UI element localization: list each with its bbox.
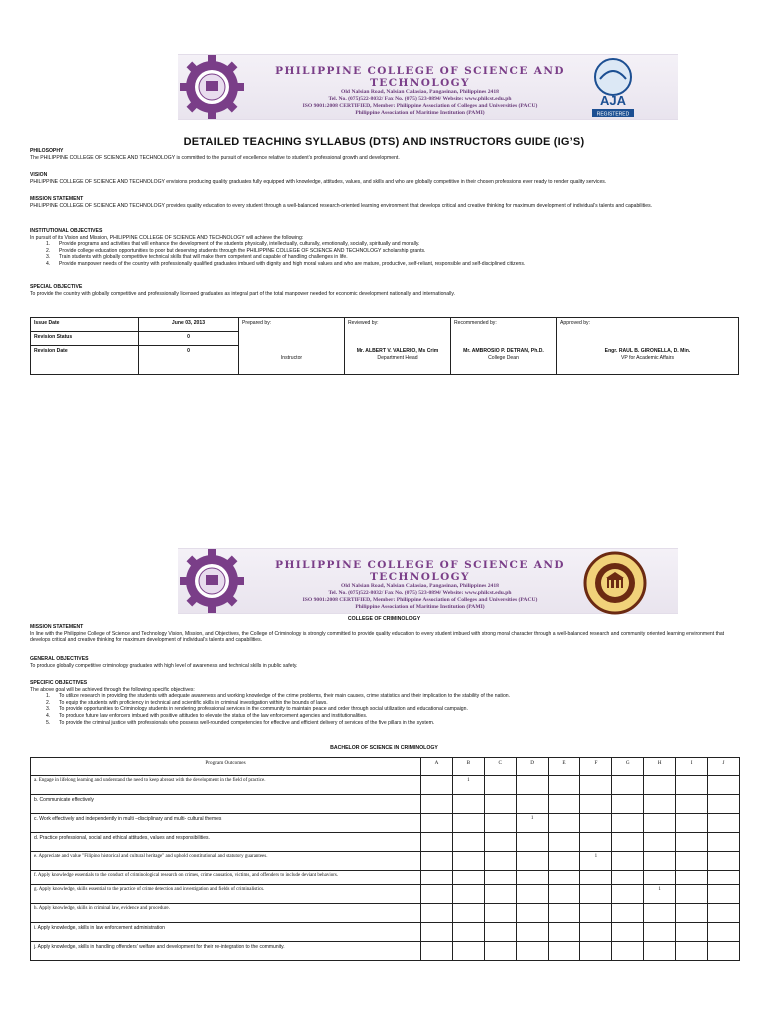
outcome-mark-cell bbox=[452, 923, 484, 942]
outcome-mark-cell bbox=[548, 776, 580, 795]
outcome-mark-cell bbox=[644, 852, 676, 871]
institutional-objectives-list bbox=[30, 241, 742, 267]
specific-objectives-heading: SPECIFIC OBJECTIVES bbox=[30, 680, 88, 686]
specific-objectives-section bbox=[30, 680, 742, 726]
list-number: 5. bbox=[46, 719, 51, 726]
list-text: To equip the students with proficiency in technical and scientific skills in criminal investigation within the bounds of laws. bbox=[59, 699, 328, 706]
outcome-mark-cell bbox=[484, 942, 516, 961]
college-address: Old Nalsian Road, Nalsian Calasiao, Pangasinan, Philippines 2418 bbox=[341, 89, 499, 95]
list-number: 2. bbox=[46, 699, 51, 706]
column-header: C bbox=[484, 758, 516, 776]
approval-table bbox=[30, 317, 739, 375]
list-number: 1. bbox=[46, 693, 51, 700]
college-header-2 bbox=[178, 548, 678, 614]
outcome-mark-cell bbox=[516, 904, 548, 923]
recommended-by-role: College Dean bbox=[488, 355, 519, 361]
outcome-mark-cell bbox=[708, 871, 740, 885]
list-number: 1. bbox=[46, 241, 51, 248]
list-text: Provide college education opportunities to poor but deserving students through the PHILIPPINE COLLEGE OF SCIENCE AND TECHNOLOGY scholarship grants. bbox=[59, 247, 426, 254]
philosophy-section bbox=[30, 148, 742, 161]
outcome-mark-cell bbox=[516, 795, 548, 814]
special-objective-heading: SPECIAL OBJECTIVE bbox=[30, 284, 83, 290]
reviewed-by-label: Reviewed by: bbox=[348, 320, 379, 326]
list-item bbox=[46, 248, 742, 255]
outcome-text: d. Practice professional, social and ethical attitudes, values and responsibilities. bbox=[31, 833, 421, 852]
outcome-mark-cell bbox=[548, 833, 580, 852]
column-header: J bbox=[708, 758, 740, 776]
special-objective-text: To provide the country with globally competitive and professionally licensed graduates as integral part of the total manpower needed for economic development nationally and internationally. bbox=[30, 290, 455, 297]
outcome-text: b. Communicate effectively bbox=[31, 795, 421, 814]
outcome-mark-cell bbox=[484, 776, 516, 795]
criminology-mission-section bbox=[30, 624, 742, 644]
outcome-mark-cell bbox=[484, 885, 516, 904]
table-row bbox=[31, 814, 740, 833]
mission-text: PHILIPPINE COLLEGE OF SCIENCE AND TECHNOLOGY provides quality education to every student through a well-balanced research-oriented learning environment that develops critical and creative thinking for maximum development of individual’s talents and capabilities. bbox=[30, 202, 653, 209]
college-header-1 bbox=[178, 54, 678, 120]
outcome-mark-cell bbox=[580, 942, 612, 961]
outcome-mark-cell bbox=[516, 942, 548, 961]
issue-date-value: June 03, 2013 bbox=[139, 318, 239, 332]
outcome-mark-cell bbox=[452, 942, 484, 961]
outcome-mark-cell bbox=[421, 776, 453, 795]
reviewed-by-role: Department Head bbox=[377, 355, 418, 361]
outcome-mark-cell bbox=[676, 942, 708, 961]
reviewed-by-cell bbox=[345, 318, 451, 375]
outcome-mark-cell bbox=[421, 852, 453, 871]
outcome-mark-cell bbox=[644, 871, 676, 885]
outcome-mark-cell bbox=[452, 871, 484, 885]
column-header: H bbox=[644, 758, 676, 776]
outcomes-header: Program Outcomes bbox=[31, 758, 421, 776]
outcome-mark-cell bbox=[676, 885, 708, 904]
list-number: 3. bbox=[46, 706, 51, 713]
recommended-by-label: Recommended by: bbox=[454, 320, 497, 326]
criminology-seal-logo bbox=[582, 551, 648, 615]
outcome-mark-cell bbox=[676, 833, 708, 852]
vision-text: PHILIPPINE COLLEGE OF SCIENCE AND TECHNOLOGY envisions producing quality graduates fully equipped with knowledge, attitudes, values, and skills and who are globally competitive in their chosen professions ever ready to render quality services. bbox=[30, 178, 607, 185]
outcome-mark-cell bbox=[708, 904, 740, 923]
outcome-mark-cell bbox=[484, 871, 516, 885]
mission-heading: MISSION STATEMENT bbox=[30, 196, 84, 202]
outcome-mark-cell: 1 bbox=[644, 885, 676, 904]
outcome-mark-cell bbox=[548, 885, 580, 904]
outcome-text: h. Apply knowledge, skills in criminal law, evidence and procedure. bbox=[31, 904, 421, 923]
outcome-mark-cell bbox=[516, 885, 548, 904]
list-text: To provide the criminal justice with professionals who possess well-rounded competencies for effective and efficient delivery of services of the five pillars in the system. bbox=[59, 719, 435, 726]
list-text: Provide manpower needs of the country with professionally qualified graduates imbued with dignity and high moral values and who are mature, productive, self-reliant, responsible and self-disciplined citizens. bbox=[59, 260, 526, 267]
approved-by-label: Approved by: bbox=[560, 320, 591, 326]
list-item bbox=[46, 261, 742, 268]
outcome-mark-cell bbox=[484, 923, 516, 942]
table-row bbox=[31, 923, 740, 942]
outcome-mark-cell bbox=[644, 942, 676, 961]
prepared-by-role: Instructor bbox=[280, 355, 303, 361]
outcome-mark-cell bbox=[708, 885, 740, 904]
list-text: To produce future law enforcers imbued with positive attitudes to elevate the status of the law enforcement agencies and institutionalities. bbox=[59, 712, 368, 719]
general-objectives-heading: GENERAL OBJECTIVES bbox=[30, 656, 89, 662]
outcome-mark-cell bbox=[612, 871, 644, 885]
outcome-mark-cell bbox=[644, 833, 676, 852]
outcome-mark-cell bbox=[580, 923, 612, 942]
column-header: E bbox=[548, 758, 580, 776]
college-name: PHILIPPINE COLLEGE OF SCIENCE AND TECHNOLOGY bbox=[275, 559, 565, 583]
list-item bbox=[46, 706, 742, 713]
table-row bbox=[31, 852, 740, 871]
list-text: To provide opportunities to Criminology students in rendering professional services in the community to maintain peace and order through social utilization and educational campaign. bbox=[59, 706, 468, 713]
outcome-mark-cell bbox=[580, 904, 612, 923]
table-row bbox=[31, 904, 740, 923]
college-header-text bbox=[250, 65, 590, 117]
outcome-mark-cell bbox=[484, 833, 516, 852]
outcome-mark-cell bbox=[580, 814, 612, 833]
mission-section bbox=[30, 196, 742, 209]
approved-by-role: VP for Academic Affairs bbox=[620, 355, 675, 361]
outcome-mark-cell bbox=[676, 776, 708, 795]
outcome-mark-cell bbox=[548, 871, 580, 885]
outcome-mark-cell bbox=[548, 795, 580, 814]
outcome-mark-cell bbox=[644, 904, 676, 923]
college-membership: Philippine Association of Maritime Institution (PAMI) bbox=[355, 604, 485, 610]
outcome-mark-cell bbox=[548, 814, 580, 833]
criminology-mission-text: In line with the Philippine College of Science and Technology Vision, Mission, and Objectives, the College of Criminology is strongly committed to provide quality education to every student imbued with strong moral character through a well-balanced research and community oriented learning environment that develops critical and creative thinking for maximum development of individual’s talents and capabilities. bbox=[30, 630, 725, 644]
outcome-mark-cell bbox=[644, 814, 676, 833]
outcome-text: f. Apply knowledge essentials to the conduct of criminological research on crimes, crime causation, victims, and offenders to include deviant behaviors. bbox=[31, 871, 421, 885]
outcome-text: j. Apply knowledge, skills in handling offenders' welfare and development for their re-integration to the community. bbox=[31, 942, 421, 961]
outcome-mark-cell bbox=[548, 942, 580, 961]
outcome-mark-cell bbox=[612, 942, 644, 961]
program-outcomes-table bbox=[30, 757, 740, 961]
reviewed-by-name: Mr. ALBERT V. VALERIO, Ms Crim bbox=[356, 348, 439, 354]
outcome-mark-cell bbox=[516, 923, 548, 942]
list-item bbox=[46, 241, 742, 248]
prepared-by-label: Prepared by: bbox=[242, 320, 272, 326]
outcome-mark-cell bbox=[548, 904, 580, 923]
revision-date-label: Revision Date bbox=[31, 346, 139, 375]
revision-date-value: 0 bbox=[139, 346, 239, 375]
list-item bbox=[46, 254, 742, 261]
list-number: 4. bbox=[46, 260, 51, 267]
list-number: 2. bbox=[46, 247, 51, 254]
outcome-mark-cell bbox=[421, 885, 453, 904]
institutional-objectives-heading: INSTITUTIONAL OBJECTIVES bbox=[30, 228, 103, 234]
outcome-mark-cell bbox=[548, 852, 580, 871]
college-membership: Philippine Association of Maritime Institution (PAMI) bbox=[355, 110, 485, 116]
outcome-mark-cell bbox=[676, 923, 708, 942]
outcome-mark-cell bbox=[548, 923, 580, 942]
specific-objectives-intro: The above goal will be achieved through the following specific objectives: bbox=[30, 686, 195, 693]
specific-objectives-list bbox=[30, 693, 742, 726]
philosophy-heading: PHILOSOPHY bbox=[30, 148, 64, 154]
revision-status-value: 0 bbox=[139, 332, 239, 346]
table-row bbox=[31, 795, 740, 814]
outcome-text: a. Engage in lifelong learning and understand the need to keep abreast with the development in the field of practice. bbox=[31, 776, 421, 795]
outcome-mark-cell bbox=[612, 833, 644, 852]
outcome-mark-cell bbox=[708, 923, 740, 942]
table-row bbox=[31, 776, 740, 795]
outcome-mark-cell bbox=[421, 923, 453, 942]
outcome-mark-cell bbox=[580, 871, 612, 885]
table-row bbox=[31, 871, 740, 885]
outcome-mark-cell bbox=[484, 852, 516, 871]
outcome-mark-cell bbox=[676, 871, 708, 885]
column-header: F bbox=[580, 758, 612, 776]
outcome-mark-cell bbox=[421, 871, 453, 885]
outcome-mark-cell bbox=[644, 795, 676, 814]
outcome-mark-cell bbox=[676, 852, 708, 871]
outcome-mark-cell bbox=[484, 814, 516, 833]
program-title: BACHELOR OF SCIENCE IN CRIMINOLOGY bbox=[330, 745, 438, 751]
outcome-mark-cell bbox=[421, 814, 453, 833]
outcome-mark-cell bbox=[516, 852, 548, 871]
column-header: A bbox=[421, 758, 453, 776]
table-row bbox=[31, 885, 740, 904]
outcome-mark-cell bbox=[612, 852, 644, 871]
college-header-text bbox=[250, 559, 590, 611]
outcome-mark-cell bbox=[676, 904, 708, 923]
institutional-objectives-section bbox=[30, 228, 742, 268]
general-objectives-section bbox=[30, 656, 742, 669]
column-header: G bbox=[612, 758, 644, 776]
outcome-mark-cell bbox=[708, 942, 740, 961]
outcome-mark-cell bbox=[612, 904, 644, 923]
outcome-mark-cell bbox=[421, 904, 453, 923]
outcome-mark-cell bbox=[612, 885, 644, 904]
outcome-mark-cell bbox=[516, 871, 548, 885]
outcome-mark-cell bbox=[580, 833, 612, 852]
aja-logo-text: AJA bbox=[599, 93, 627, 108]
outcome-mark-cell bbox=[580, 885, 612, 904]
revision-status-label: Revision Status bbox=[31, 332, 139, 346]
vision-section bbox=[30, 172, 742, 185]
outcome-mark-cell bbox=[676, 814, 708, 833]
list-number: 3. bbox=[46, 254, 51, 261]
outcome-mark-cell bbox=[484, 795, 516, 814]
outcome-mark-cell bbox=[708, 852, 740, 871]
outcome-mark-cell bbox=[421, 833, 453, 852]
outcome-mark-cell bbox=[452, 885, 484, 904]
list-item bbox=[46, 693, 742, 700]
college-gear-logo bbox=[176, 51, 248, 123]
document-title: DETAILED TEACHING SYLLABUS (DTS) AND INSTRUCTORS GUIDE (IG’S) bbox=[183, 136, 585, 148]
column-header: D bbox=[516, 758, 548, 776]
outcomes-body bbox=[31, 776, 740, 961]
outcome-mark-cell bbox=[421, 942, 453, 961]
approved-by-name: Engr. RAUL B. GIRONELLA, D. Min. bbox=[604, 348, 691, 354]
outcome-text: c. Work effectively and independently in multi –disciplinary and multi- cultural themes bbox=[31, 814, 421, 833]
outcome-mark-cell bbox=[644, 776, 676, 795]
college-certification: ISO 9001:2008 CERTIFIED, Member: Philippine Association of Colleges and Universities (PACU) bbox=[302, 103, 538, 109]
outcome-mark-cell bbox=[452, 833, 484, 852]
outcome-mark-cell bbox=[612, 795, 644, 814]
outcome-mark-cell bbox=[612, 923, 644, 942]
special-objective-section bbox=[30, 284, 742, 297]
outcome-mark-cell bbox=[708, 833, 740, 852]
list-item bbox=[46, 713, 742, 720]
college-name: PHILIPPINE COLLEGE OF SCIENCE AND TECHNOLOGY bbox=[275, 65, 565, 89]
outcome-mark-cell bbox=[580, 776, 612, 795]
outcome-mark-cell bbox=[612, 776, 644, 795]
column-header: B bbox=[452, 758, 484, 776]
recommended-by-cell bbox=[451, 318, 557, 375]
outcome-text: g. Apply knowledge, skills essential to the practice of crime detection and investigation and fields of criminalistics. bbox=[31, 885, 421, 904]
outcome-mark-cell: 1 bbox=[516, 814, 548, 833]
outcome-mark-cell bbox=[484, 904, 516, 923]
philosophy-text: The PHILIPPINE COLLEGE OF SCIENCE AND TECHNOLOGY is committed to the pursuit of excellence relative to student’s professional growth and development. bbox=[30, 154, 400, 161]
outcome-mark-cell bbox=[676, 795, 708, 814]
list-item bbox=[46, 720, 742, 727]
outcome-mark-cell bbox=[452, 795, 484, 814]
college-gear-logo bbox=[176, 545, 248, 617]
criminology-mission-heading: MISSION STATEMENT bbox=[30, 624, 84, 630]
outcome-text: i. Apply knowledge, skills in law enforcement administration bbox=[31, 923, 421, 942]
vision-heading: VISION bbox=[30, 172, 48, 178]
outcome-mark-cell: 1 bbox=[452, 776, 484, 795]
list-text: Train students with globally competitive technical skills that will make them competent and capable of handling challenges in life. bbox=[59, 254, 348, 261]
list-number: 4. bbox=[46, 712, 51, 719]
college-certification: ISO 9001:2008 CERTIFIED, Member: Philippine Association of Colleges and Universities (PACU) bbox=[302, 597, 538, 603]
outcome-text: e. Appreciate and value "Filipino historical and cultural heritage" and uphold constitutional and statutory guarantees. bbox=[31, 852, 421, 871]
college-contact: Tel. No. (075)522-8032/ Fax No. (075) 523-0894/ Website: www.philcst.edu.ph bbox=[328, 96, 512, 102]
recommended-by-name: Mr. AMBROSIO P. DETRAN, Ph.D. bbox=[463, 348, 544, 354]
outcome-mark-cell bbox=[516, 776, 548, 795]
table-row bbox=[31, 942, 740, 961]
general-objectives-text: To produce globally competitive criminology graduates with high level of awareness and technical skills in public safety. bbox=[30, 662, 298, 669]
column-header: I bbox=[676, 758, 708, 776]
list-text: Provide programs and activities that will enhance the development of the students physically, intellectually, culturally, emotionally, socially, spiritually and morally. bbox=[59, 241, 420, 248]
outcome-mark-cell bbox=[580, 795, 612, 814]
outcome-mark-cell bbox=[452, 814, 484, 833]
list-text: To utilize research in providing the students with adequate awareness and working knowledge of the crime problems, their main causes, crime statistics and their implication to the stability of the nation. bbox=[59, 693, 511, 700]
outcome-mark-cell bbox=[612, 814, 644, 833]
outcome-mark-cell bbox=[708, 776, 740, 795]
outcome-mark-cell bbox=[452, 904, 484, 923]
outcome-mark-cell bbox=[644, 923, 676, 942]
issue-date-label: Issue Date bbox=[31, 318, 139, 332]
table-row bbox=[31, 833, 740, 852]
outcome-mark-cell bbox=[452, 852, 484, 871]
aja-logo-subtext: REGISTERED bbox=[596, 111, 630, 118]
institutional-objectives-intro: In pursuit of its Vision and Mission, PHILIPPINE COLLEGE OF SCIENCE AND TECHNOLOGY will achieve the following: bbox=[30, 234, 304, 241]
outcome-mark-cell bbox=[516, 833, 548, 852]
college-contact: Tel. No. (075)522-8032/ Fax No. (075) 523-0894/ Website: www.philcst.edu.ph bbox=[328, 590, 512, 596]
outcome-mark-cell bbox=[708, 795, 740, 814]
outcome-mark-cell: 1 bbox=[580, 852, 612, 871]
approved-by-cell bbox=[557, 318, 739, 375]
college-address: Old Nalsian Road, Nalsian Calasiao, Pangasinan, Philippines 2418 bbox=[341, 583, 499, 589]
outcome-mark-cell bbox=[708, 814, 740, 833]
prepared-by-cell bbox=[239, 318, 345, 375]
list-item bbox=[46, 700, 742, 707]
outcome-mark-cell bbox=[421, 795, 453, 814]
college-of-criminology-title: COLLEGE OF CRIMINOLOGY bbox=[347, 616, 421, 622]
aja-registered-logo bbox=[588, 57, 638, 121]
